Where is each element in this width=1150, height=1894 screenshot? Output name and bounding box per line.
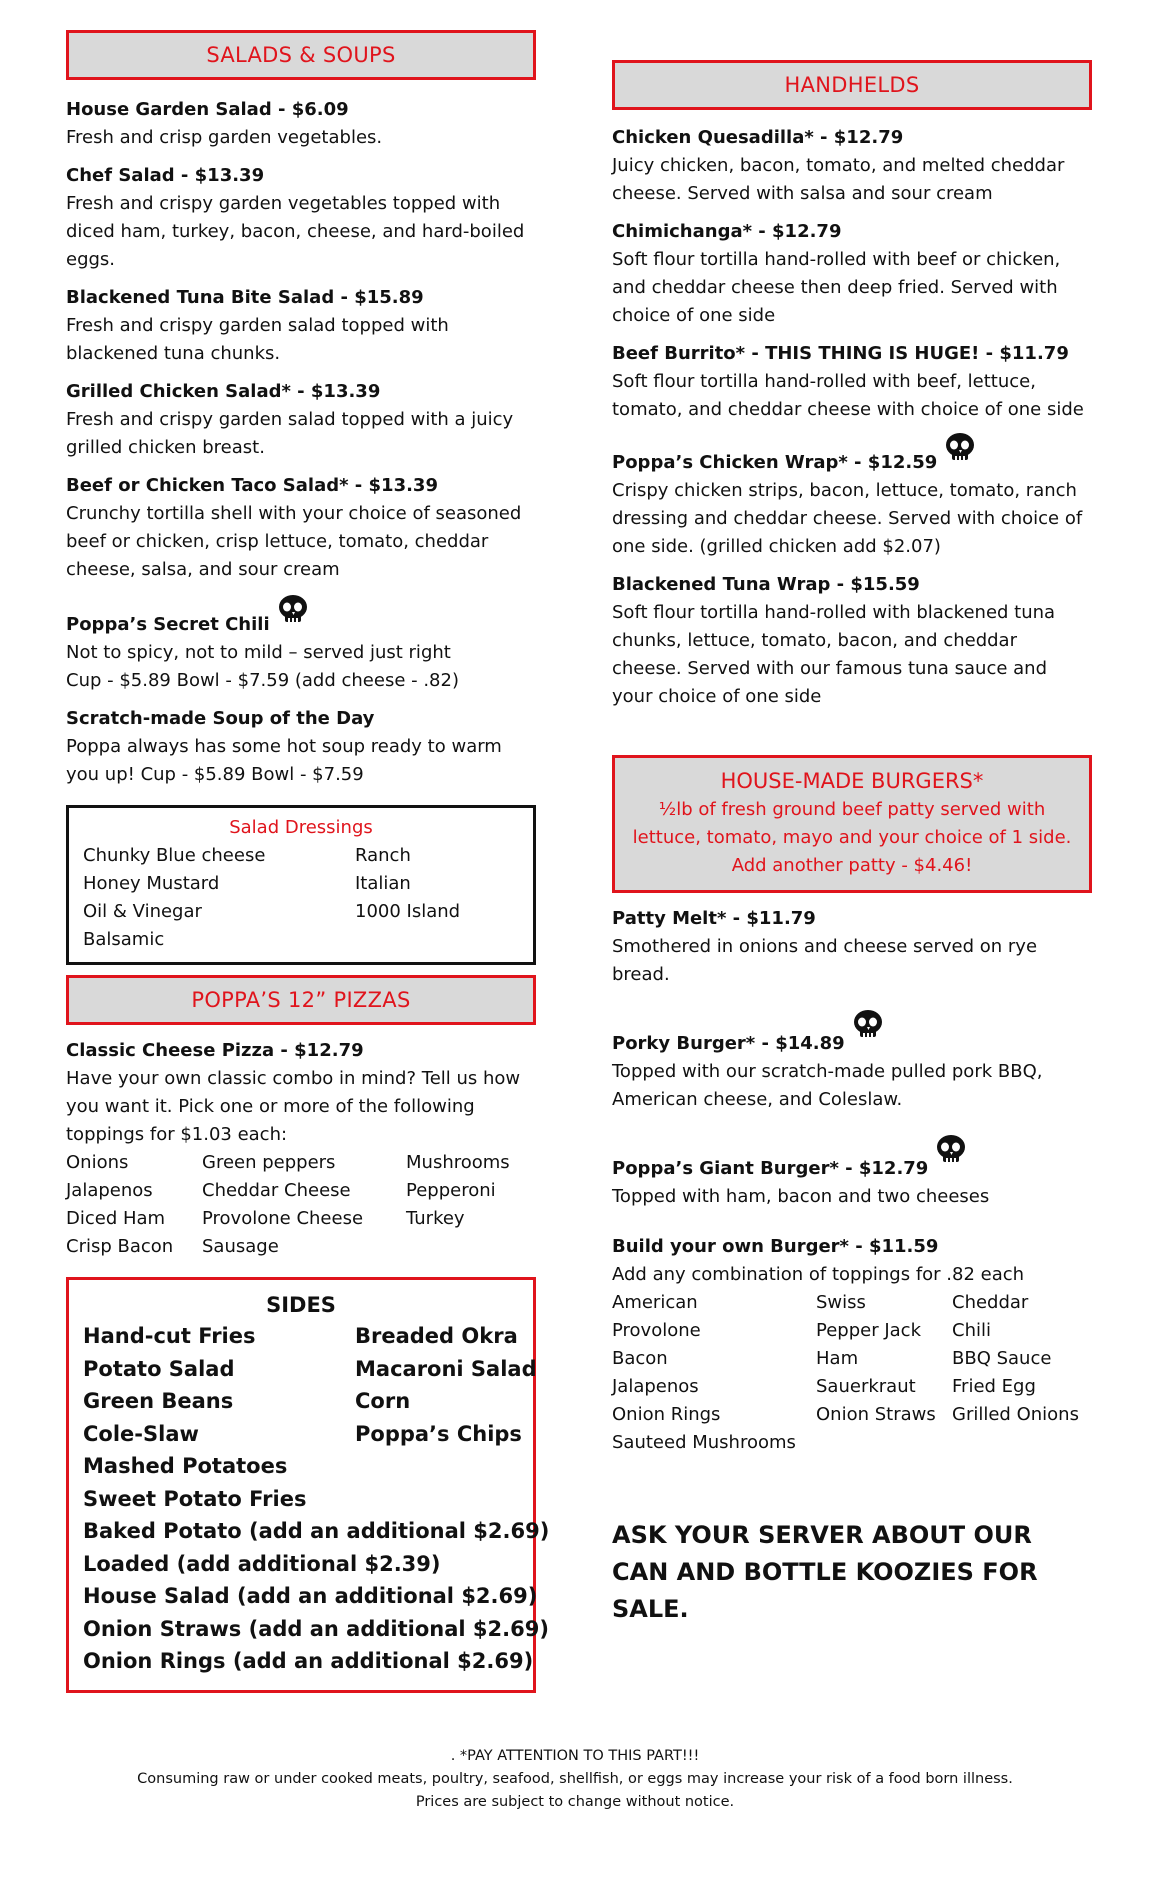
menu-item: [612, 218, 1092, 330]
topping: Sauteed Mushrooms: [612, 1432, 796, 1453]
item-name: [612, 1009, 1092, 1058]
menu-item: [66, 378, 536, 462]
topping: Pepperoni: [406, 1180, 496, 1201]
side-item: Baked Potato (add an additional $2.69): [83, 1519, 550, 1543]
koozie-notice: ASK YOUR SERVER ABOUT OUR CAN AND BOTTLE KOOZIES FOR SALE.: [612, 1521, 1038, 1623]
topping: Jalapenos: [66, 1180, 153, 1201]
left-column: [66, 30, 550, 1693]
topping: Crisp Bacon: [66, 1236, 174, 1257]
burger-toppings: [612, 1289, 1092, 1457]
item-desc: Fresh and crisp garden vegetables.: [66, 127, 383, 148]
topping: Jalapenos: [612, 1376, 699, 1397]
skull-icon: [276, 594, 310, 624]
topping: Onions: [66, 1152, 129, 1173]
topping: Provolone: [612, 1320, 701, 1341]
item-name: Scratch-made Soup of the Day: [66, 708, 375, 729]
item-desc: Juicy chicken, bacon, tomato, and melted cheddar cheese. Served with salsa and sour cream: [612, 155, 1065, 204]
menu-item: [612, 905, 1092, 989]
topping: [952, 1429, 1092, 1457]
sides-grid: [83, 1320, 537, 1450]
side-item: Poppa’s Chips: [355, 1421, 522, 1446]
wrap-name: Poppa’s Chicken Wrap* - $12.59: [612, 452, 938, 473]
dressing-item: Chunky Blue cheese: [83, 845, 266, 866]
topping: Cheddar: [952, 1292, 1029, 1313]
item-desc: Fresh and crispy garden vegetables topped with diced ham, turkey, bacon, cheese, and hard-boiled eggs.: [66, 193, 525, 270]
item-name: Blackened Tuna Wrap - $15.59: [612, 574, 920, 595]
menu-item: [66, 284, 536, 368]
topping: Cheddar Cheese: [202, 1180, 351, 1201]
item-desc: Topped with ham, bacon and two cheeses: [612, 1186, 990, 1207]
item-name: Patty Melt* - $11.79: [612, 908, 816, 929]
topping: Sausage: [202, 1236, 279, 1257]
side-item: Cole-Slaw: [83, 1421, 199, 1446]
footer: [0, 1745, 1150, 1814]
topping: Onion Straws: [816, 1404, 936, 1425]
item-name: Blackened Tuna Bite Salad - $15.89: [66, 287, 424, 308]
item-desc: Fresh and crispy garden salad topped with a juicy grilled chicken breast.: [66, 409, 514, 458]
topping: [816, 1429, 952, 1457]
sides-box: [66, 1277, 550, 1693]
item-name: Grilled Chicken Salad* - $13.39: [66, 381, 381, 402]
chili-name: Poppa’s Secret Chili: [66, 614, 270, 635]
side-item: Mashed Potatoes: [83, 1454, 288, 1478]
dressing-item: Ranch: [355, 845, 411, 866]
menu-item: [66, 472, 536, 584]
item-desc: Have your own classic combo in mind? Tell us how you want it. Pick one or more of the following toppings for $1.03 each:: [66, 1068, 521, 1145]
item-name: Beef or Chicken Taco Salad* - $13.39: [66, 475, 438, 496]
topping: Grilled Onions: [952, 1404, 1079, 1425]
topping: Ham: [816, 1348, 859, 1369]
side-item: Potato Salad: [83, 1356, 235, 1381]
menu-item: [612, 124, 1092, 208]
footer-line: Consuming raw or under cooked meats, poultry, seafood, shellfish, or eggs may increase your risk of a food born illness.: [137, 1771, 1013, 1787]
topping: Fried Egg: [952, 1376, 1036, 1397]
footer-line: . *PAY ATTENTION TO THIS PART!!!: [450, 1748, 700, 1764]
topping: BBQ Sauce: [952, 1348, 1052, 1369]
side-item: House Salad (add an additional $2.69): [83, 1584, 538, 1608]
side-item: Onion Straws (add an additional $2.69): [83, 1616, 549, 1641]
topping: Onion Rings: [612, 1404, 721, 1425]
burgers-header-box: [612, 755, 1092, 893]
porky-name: Porky Burger* - $14.89: [612, 1033, 845, 1054]
burgers-title: HOUSE-MADE BURGERS*: [720, 769, 984, 793]
pizzas-header: POPPA’S 12” PIZZAS: [66, 975, 536, 1025]
topping: Green peppers: [202, 1152, 336, 1173]
skull-icon: [851, 1009, 885, 1039]
topping: Chili: [952, 1320, 991, 1341]
item-name: Beef Burrito* - THIS THING IS HUGE! - $11.79: [612, 343, 1069, 364]
dressing-item: [355, 926, 519, 954]
side-item: Onion Rings (add an additional $2.69): [83, 1649, 534, 1673]
menu-item: [66, 594, 536, 695]
item-desc: Poppa always has some hot soup ready to warm you up! Cup - $5.89 Bowl - $7.59: [66, 736, 502, 785]
pizza-toppings: [66, 1149, 536, 1261]
side-item: Loaded (add additional $2.39): [83, 1551, 441, 1576]
side-item: Sweet Potato Fries: [83, 1486, 307, 1511]
dressing-item: Oil & Vinegar: [83, 901, 202, 922]
dressing-item: Italian: [355, 873, 411, 894]
menu-item: [66, 96, 536, 152]
sides-title: SIDES: [266, 1293, 336, 1317]
item-desc: Crispy chicken strips, bacon, lettuce, tomato, ranch dressing and cheddar cheese. Served with choice of one side. (grilled chicken add $2.07): [612, 480, 1083, 557]
topping: Turkey: [406, 1208, 465, 1229]
menu-item: [612, 1233, 1092, 1289]
item-desc: Soft flour tortilla hand-rolled with blackened tuna chunks, lettuce, tomato, bacon, and cheddar cheese. Served with our famous tuna sauce and your choice of one side: [612, 602, 1056, 707]
topping: Swiss: [816, 1292, 866, 1313]
topping: Pepper Jack: [816, 1320, 921, 1341]
item-name: Chicken Quesadilla* - $12.79: [612, 127, 904, 148]
item-name: Chimichanga* - $12.79: [612, 221, 842, 242]
item-name: [612, 432, 1092, 477]
item-name: Chef Salad - $13.39: [66, 165, 265, 186]
right-column: [612, 60, 1092, 1628]
item-desc: Topped with our scratch-made pulled pork BBQ, American cheese, and Coleslaw.: [612, 1061, 1043, 1110]
topping: Sauerkraut: [816, 1376, 916, 1397]
item-desc: Smothered in onions and cheese served on rye bread.: [612, 936, 1038, 985]
handhelds-header: HANDHELDS: [612, 60, 1092, 110]
item-name: House Garden Salad - $6.09: [66, 99, 349, 120]
dressing-item: Balsamic: [83, 929, 165, 950]
menu-item: [66, 705, 536, 789]
side-item: Breaded Okra: [355, 1324, 518, 1348]
item-desc: Fresh and crispy garden salad topped with blackened tuna chunks.: [66, 315, 449, 364]
giant-name: Poppa’s Giant Burger* - $12.79: [612, 1158, 929, 1179]
skull-icon: [943, 432, 977, 462]
side-item: Macaroni Salad: [355, 1356, 537, 1381]
menu-item: [612, 1009, 1092, 1114]
menu-item: [66, 162, 536, 274]
topping: Diced Ham: [66, 1208, 166, 1229]
burgers-desc: ½lb of fresh ground beef patty served with lettuce, tomato, mayo and your choice of 1 side. Add another patty - $4.46!: [632, 799, 1072, 876]
side-item: Hand-cut Fries: [83, 1324, 256, 1348]
topping: American: [612, 1292, 698, 1313]
item-desc: Not to spicy, not to mild – served just right: [66, 642, 451, 663]
side-item: Corn: [355, 1389, 411, 1413]
item-name: Build your own Burger* - $11.59: [612, 1236, 939, 1257]
salad-dressings-box: [66, 805, 536, 965]
item-desc: Soft flour tortilla hand-rolled with beef or chicken, and cheddar cheese then deep fried. Served with choice of one side: [612, 249, 1061, 326]
item-desc: Cup - $5.89 Bowl - $7.59 (add cheese - .82): [66, 670, 459, 691]
topping: [406, 1233, 536, 1261]
item-desc: Add any combination of toppings for .82 each: [612, 1264, 1025, 1285]
menu-item: [612, 432, 1092, 561]
topping: Bacon: [612, 1348, 668, 1369]
salads-soups-header: SALADS & SOUPS: [66, 30, 536, 80]
menu-item: [612, 340, 1092, 424]
item-desc: Soft flour tortilla hand-rolled with beef, lettuce, tomato, and cheddar cheese with choice of one side: [612, 371, 1084, 420]
menu-item: [612, 1134, 1092, 1211]
dressings-title: Salad Dressings: [229, 817, 373, 838]
dressings-list: [83, 842, 519, 954]
footer-line: Prices are subject to change without notice.: [415, 1794, 735, 1810]
item-desc: Crunchy tortilla shell with your choice of seasoned beef or chicken, crisp lettuce, tomato, cheddar cheese, salsa, and sour cream: [66, 503, 522, 580]
skull-icon: [934, 1134, 968, 1164]
item-name: Classic Cheese Pizza - $12.79: [66, 1040, 364, 1061]
item-name: [66, 594, 536, 639]
menu-item: [66, 1037, 536, 1149]
side-item: Green Beans: [83, 1389, 234, 1413]
dressing-item: Honey Mustard: [83, 873, 220, 894]
item-name: [612, 1134, 1092, 1183]
topping: Mushrooms: [406, 1152, 510, 1173]
menu-item: [612, 571, 1092, 711]
topping: Provolone Cheese: [202, 1208, 364, 1229]
dressing-item: 1000 Island: [355, 901, 461, 922]
